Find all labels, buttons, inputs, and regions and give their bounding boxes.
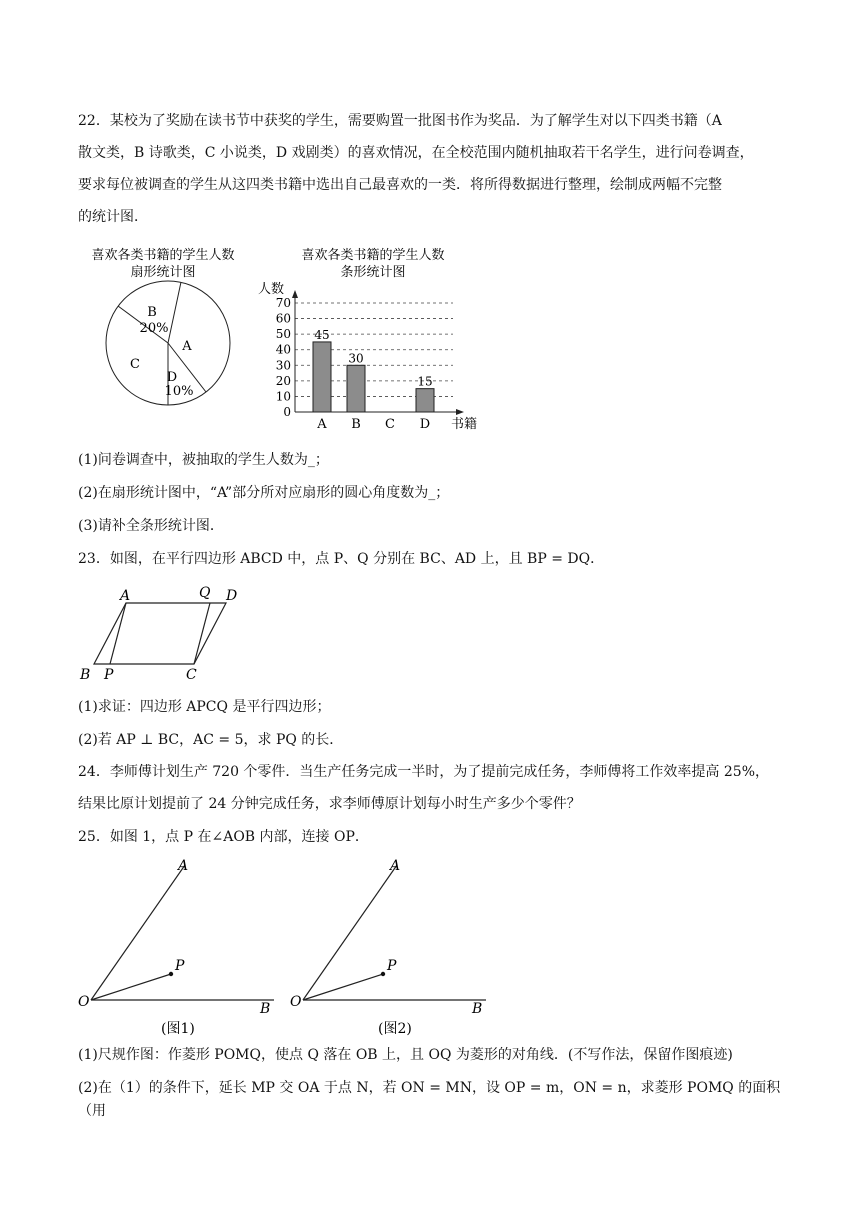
label-c: C <box>186 667 197 683</box>
fig2-label-p: P <box>387 958 397 974</box>
q22-line-4: 的统计图． <box>78 209 148 225</box>
bar-value-label: 15 <box>417 374 433 389</box>
bar-x-ticks <box>316 417 430 432</box>
segment-op-2 <box>303 974 383 1000</box>
q24-line-2: 结果比原计划提前了 24 分钟完成任务，求李师傅原计划每小时生产多少个零件？ <box>78 796 581 812</box>
bar-y-tick-label: 20 <box>275 373 291 388</box>
q25-sub-1: (1)尺规作图：作菱形 POMQ，使点 Q 落在 OB 上，且 OQ 为菱形的对角线．(不写作法，保留作图痕迹) <box>78 1047 733 1063</box>
q22-line-3: 要求每位被调查的学生从这四类书籍中选出自己最喜欢的一类．将所得数据进行整理，绘制成两幅不完整 <box>78 177 722 193</box>
fig2-label-a: A <box>390 858 401 874</box>
pie-pct-b: 20% <box>139 321 169 336</box>
bar-y-tick-label: 60 <box>275 311 291 326</box>
q22-line-2: 散文类，B 诗歌类，C 小说类，D 戏剧类）的喜欢情况，在全校范围内随机抽取若干名学生，进行问卷调查， <box>78 145 754 161</box>
bar-x-tick-label: A <box>317 417 327 432</box>
q23-line-1: 23．如图，在平行四边形 ABCD 中，点 P、Q 分别在 BC、AD 上，且 BP = DQ． <box>78 551 605 567</box>
q22-sub-3: (3)请补全条形统计图． <box>78 518 224 534</box>
bar-y-tick-label: 50 <box>275 327 291 342</box>
pie-label-a: A <box>182 339 192 354</box>
segment-qc <box>194 603 210 664</box>
bar-a <box>313 342 331 412</box>
bar-y-axis-label: 人数 <box>258 282 285 297</box>
fig2-label-o: O <box>290 994 302 1010</box>
bar-x-tick-label: B <box>351 417 361 432</box>
segment-op <box>91 974 171 1000</box>
fig2-label-b: B <box>472 1001 483 1017</box>
bar-y-tick-label: 40 <box>275 342 291 357</box>
q24-line-1: 24．李师傅计划生产 720 个零件．当生产任务完成一半时，为了提前完成任务，李师傅将工作效率提高 25%， <box>78 764 770 780</box>
bar-x-axis-arrow <box>456 409 464 415</box>
fig2-caption: (图2) <box>378 1021 412 1037</box>
bar-chart <box>255 244 485 436</box>
ray-oa <box>91 865 185 1000</box>
parallelogram-abcd <box>94 603 226 664</box>
q22-line-1: 22．某校为了奖励在读书节中获奖的学生，需要购置一批图书作为奖品．为了解学生对以下四类书籍（A <box>78 113 722 129</box>
bar-x-tick-label: D <box>419 417 431 432</box>
q23-sub-2: (2)若 AP ⊥ BC，AC = 5，求 PQ 的长． <box>78 732 344 748</box>
ray-oa-2 <box>303 865 397 1000</box>
fig1-label-p: P <box>175 958 185 974</box>
q25-figure-1 <box>72 852 282 1042</box>
q25-line-1: 25．如图 1，点 P 在∠AOB 内部，连接 OP． <box>78 829 369 845</box>
label-d: D <box>226 588 238 604</box>
pie-chart <box>75 244 255 414</box>
bar-y-tick-label: 10 <box>275 389 291 404</box>
q23-sub-1: (1)求证：四边形 APCQ 是平行四边形； <box>78 699 331 715</box>
label-p: P <box>104 667 114 683</box>
bar-value-label: 30 <box>348 351 364 366</box>
bar-value-label: 45 <box>314 327 330 342</box>
fig1-label-b: B <box>260 1001 271 1017</box>
bar-y-ticks <box>276 296 291 419</box>
bar-b <box>347 365 365 412</box>
bar-x-axis-label: 书籍 <box>451 417 478 432</box>
pie-title-2: 扇形统计图 <box>130 265 196 280</box>
fig1-label-a: A <box>178 858 189 874</box>
q22-sub-2: (2)在扇形统计图中，“A”部分所对应扇形的圆心角度数为_； <box>78 485 450 501</box>
bar-bars <box>313 328 434 412</box>
q25-sub-2: (2)在（1）的条件下，延长 MP 交 OA 于点 N，若 ON = MN，设 OP = m，ON = n，求菱形 POMQ 的面积（用 <box>78 1080 781 1119</box>
label-q: Q <box>199 585 211 601</box>
point-p-2 <box>381 972 385 976</box>
fig1-label-o: O <box>78 994 90 1010</box>
pie-label-d: D <box>166 370 178 385</box>
bar-y-tick-label: 70 <box>275 296 291 310</box>
bar-y-axis-arrow <box>292 290 298 298</box>
bar-d <box>416 389 434 412</box>
segment-ap <box>110 603 126 664</box>
bar-subtitle: 条形统计图 <box>340 265 406 280</box>
pie-title-1: 喜欢各类书籍的学生人数 <box>91 248 235 263</box>
pie-pct-d: 10% <box>164 384 194 399</box>
q23-parallelogram-figure <box>72 580 252 684</box>
bar-x-tick-label: C <box>385 417 395 432</box>
label-a: A <box>120 588 131 604</box>
bar-y-tick-label: 0 <box>283 405 291 419</box>
q22-sub-1: (1)问卷调查中，被抽取的学生人数为_； <box>78 452 329 468</box>
q25-figure-2 <box>284 852 494 1042</box>
bar-y-tick-label: 30 <box>275 358 291 373</box>
pie-label-c: C <box>130 357 140 372</box>
point-p <box>169 972 173 976</box>
pie-label-b: B <box>147 305 157 320</box>
label-b: B <box>80 667 91 683</box>
bar-title: 喜欢各类书籍的学生人数 <box>301 248 445 263</box>
fig1-caption: (图1) <box>161 1021 195 1037</box>
